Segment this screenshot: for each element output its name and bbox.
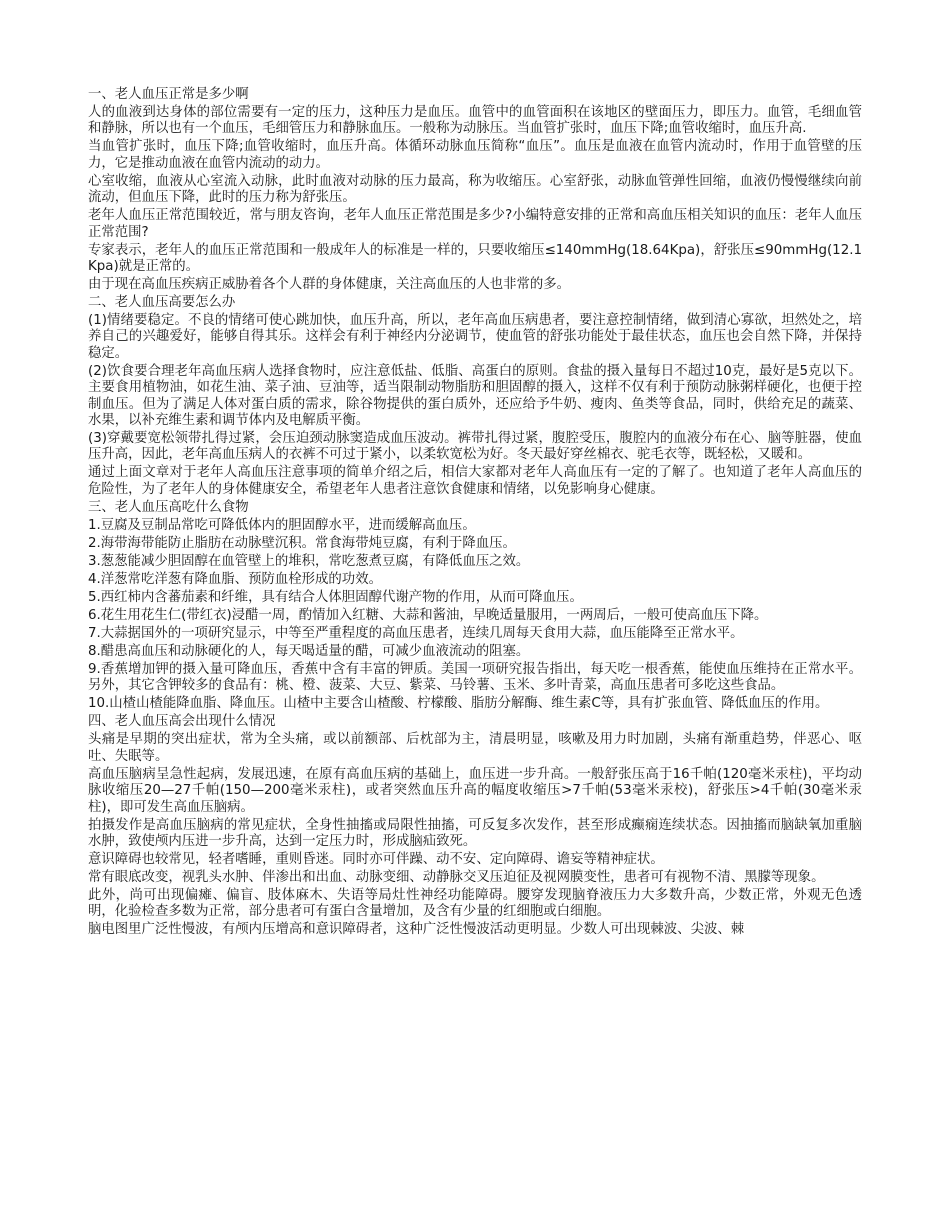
paragraph: 高血压脑病呈急性起病，发展迅速，在原有高血压病的基础上，血压进一步升高。一般舒张压高于16千帕(120毫米汞柱)，平均动脉收缩压20—27千帕(150—200毫米汞柱)，或者突然血压升高的幅度收缩压>7千帕(53毫米汞校)，舒张压>4千帕(30毫米汞柱)，即可发生高血压脑病。 [88, 766, 862, 815]
section-heading: 四、老人血压高会出现什么情况 [88, 714, 276, 730]
section-what-to-do [88, 295, 862, 498]
paragraph: (2)饮食要合理老年高血压病人选择食物时，应注意低盐、低脂、高蛋白的原则。食盐的摄入量每日不超过10克，最好是5克以下。主要食用植物油，如花生油、菜子油、豆油等，适当限制动物脂肪和胆固醇的摄入，这样不仅有利于预防动脉粥样硬化，也便于控制血压。但为了满足人体对蛋白质的需求，除谷物提供的蛋白质外，还应给予牛奶、瘦肉、鱼类等食品，同时，供给充足的蔬菜、水果，以补充维生素和调节体内及电解质平衡。 [88, 363, 862, 429]
paragraph: (3)穿戴要宽松领带扎得过紧，会压迫颈动脉窦造成血压波动。裤带扎得过紧，腹腔受压，腹腔内的血液分布在心、脑等脏器，使血压升高，因此，老年高血压病人的衣裤不可过于紧小，以柔软宽松为好。冬天最好穿丝棉衣、驼毛衣等，既轻松，又暖和。 [88, 431, 862, 463]
paragraph: 意识障碍也较常见，轻者嗜睡，重则昏迷。同时亦可伴躁、动不安、定向障碍、谵妄等精神症状。 [88, 851, 664, 867]
document-body [88, 87, 862, 940]
section-heading: 三、老人血压高吃什么食物 [88, 499, 249, 515]
paragraph: 通过上面文章对于老年人高血压注意事项的简单介绍之后，相信大家都对老年人高血压有一定的了解了。也知道了老年人高血压的危险性，为了老年人的身体健康安全，希望老年人患者注意饮食健康和情绪，以免影响身心健康。 [88, 465, 862, 497]
section-symptoms [88, 714, 862, 938]
paragraph: (1)情绪要稳定。不良的情绪可使心跳加快，血压升高，所以，老年高血压病患者，要注意控制情绪，做到清心寡欲，坦然处之，培养自己的兴趣爱好，能够自得其乐。这样会有利于神经内分泌调节，使血管的舒张功能处于最佳状态，血压也会自然下降，并保持稳定。 [88, 313, 862, 361]
list-item: 5.西红柿内含蕃茄素和纤维，具有结合人体胆固醇代谢产物的作用，从而可降血压。 [88, 589, 583, 605]
paragraph: 拍摄发作是高血压脑病的常见症状，全身性抽搐或局限性抽搐，可反复多次发作，甚至形成癫痫连续状态。因抽搐而脑缺氧加重脑水肿，致使颅内压进一步升高，达到一定压力时，形成脑疝致死。 [88, 817, 862, 849]
list-item: 10.山楂山楂能降血脂、降血压。山楂中主要含山楂酸、柠檬酸、脂肪分解酶、维生素C等，具有扩张血管、降低血压的作用。 [88, 696, 829, 712]
list-item: 6.花生用花生仁(带红衣)浸醋一周，酌情加入红糖、大蒜和酱油，早晚适量服用，一两周后，一般可使高血压下降。 [88, 607, 768, 623]
list-item: 7.大蒜据国外的一项研究显示，中等至严重程度的高血压患者，连续几周每天食用大蒜，血压能降至正常水平。 [88, 625, 744, 641]
list-item: 9.香蕉增加钾的摄入量可降血压，香蕉中含有丰富的钾质。美国一项研究报告指出，每天吃一根香蕉，能使血压维持在正常水平。另外，其它含钾较多的食品有：桃、橙、菠菜、大豆、紫菜、马铃薯、玉米、多叶青菜，高血压患者可多吃这些食品。 [88, 661, 862, 694]
paragraph: 当血管扩张时，血压下降;血管收缩时，血压升高。体循环动脉血压简称“血压”。血压是血液在血管内流动时，作用于血管壁的压力，它是推动血液在血管内流动的动力。 [88, 139, 862, 171]
list-item: 4.洋葱常吃洋葱有降血脂、预防血栓形成的功效。 [88, 571, 382, 587]
paragraph: 由于现在高血压疾病正威胁着各个人群的身体健康，关注高血压的人也非常的多。 [88, 277, 571, 293]
section-heading: 一、老人血压正常是多少啊 [88, 87, 249, 102]
list-item: 2.海带海带能防止脂肪在动脉壁沉积。常食海带炖豆腐，有利于降血压。 [88, 535, 516, 551]
list-item: 3.葱葱能减少胆固醇在血管壁上的堆积，常吃葱煮豆腐，有降低血压之效。 [88, 553, 530, 569]
paragraph: 人的血液到达身体的部位需要有一定的压力，这种压力是血压。血管中的血管面积在该地区的壁面压力，即压力。血管，毛细血管和静脉，所以也有一个血压，毛细管压力和静脉血压。一般称为动脉压。当血管扩张时，血压下降;血管收缩时，血压升高. [88, 105, 862, 137]
paragraph: 老年人血压正常范围较近，常与朋友咨询，老年人血压正常范围是多少?小编特意安排的正常和高血压相关知识的血压：老年人血压正常范围? [88, 208, 862, 240]
section-normal-bp [88, 87, 862, 293]
paragraph: 头痛是早期的突出症状，常为全头痛，或以前额部、后枕部为主，清晨明显，咳嗽及用力时加剧，头痛有渐重趋势，伴恶心、呕吐、失眠等。 [88, 732, 862, 764]
paragraph: 心室收缩，血液从心室流入动脉，此时血液对动脉的压力最高，称为收缩压。心室舒张，动脉血管弹性回缩，血液仍慢慢继续向前流动，但血压下降，此时的压力称为舒张压。 [88, 173, 862, 206]
list-item: 8.醋患高血压和动脉硬化的人，每天喝适量的醋，可减少血液流动的阻塞。 [88, 643, 530, 659]
paragraph: 此外，尚可出现偏瘫、偏盲、肢体麻木、失语等局灶性神经功能障碍。腰穿发现脑脊液压力大多数升高，少数正常，外观无色透明，化验检查多数为正常，部分患者可有蛋白含量增加，及含有少量的红细胞或白细胞。 [88, 887, 862, 920]
section-heading: 二、老人血压高要怎么办 [88, 295, 236, 311]
paragraph: 脑电图里广泛性慢波，有颅内压增高和意识障碍者，这种广泛性慢波活动更明显。少数人可出现棘波、尖波、棘 [88, 922, 745, 938]
list-item: 1.豆腐及豆制品常吃可降低体内的胆固醇水平，进而缓解高血压。 [88, 517, 476, 533]
section-foods [88, 500, 862, 713]
paragraph: 专家表示，老年人的血压正常范围和一般成年人的标准是一样的，只要收缩压≤140mmHg(18.64Kpa)，舒张压≤90mmHg(12.1Kpa)就是正常的。 [88, 242, 862, 275]
paragraph: 常有眼底改变，视乳头水肿、伴渗出和出血、动脉变细、动静脉交叉压迫征及视网膜变性，患者可有视物不清、黑朦等现象。 [88, 869, 825, 885]
